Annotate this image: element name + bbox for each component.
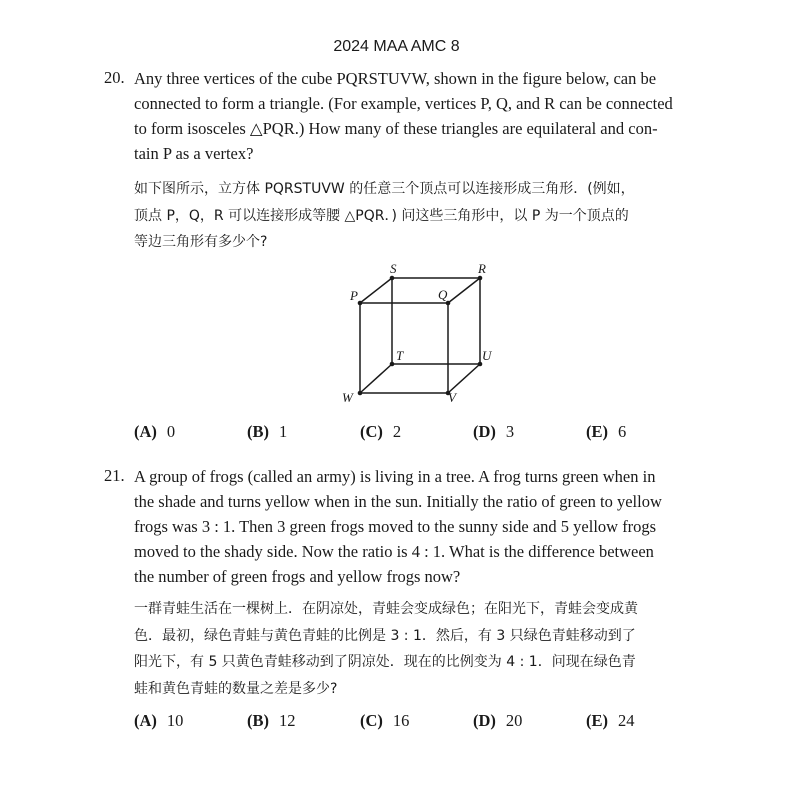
q21-zh-line-4: 蛙和黄色青蛙的数量之差是多少? [134, 680, 338, 697]
label-s: S [390, 261, 397, 276]
q21-en-line-3: frogs was 3 : 1. Then 3 green frogs moved to the sunny side and 5 yellow frogs [134, 517, 657, 536]
label-w: W [342, 390, 353, 405]
q20-choice-e: (E) 6 [586, 422, 627, 441]
q20-choice-b: (B) 1 [247, 422, 288, 441]
question-21-english [134, 464, 700, 589]
question-21-chinese [134, 596, 704, 702]
vertex-t-dot [390, 362, 395, 367]
label-u: U [482, 348, 492, 363]
q20-en-line-2: connected to form a triangle. (For example, vertices P, Q, and R can be connected [134, 94, 673, 113]
q21-en-line-5: the number of green frogs and yellow frogs now? [134, 567, 461, 586]
vertex-s-dot [390, 276, 395, 281]
question-20-chinese [134, 176, 704, 256]
vertex-w-dot [358, 391, 363, 396]
label-t: T [396, 348, 404, 363]
q20-en-line-1: Any three vertices of the cube PQRSTUVW, shown in the figure below, can be [134, 69, 657, 88]
label-p: P [350, 288, 358, 303]
cube-figure [330, 258, 510, 408]
label-v: V [448, 390, 456, 405]
q20-zh-line-1: 如下图所示，立方体 PQRSTUVW 的任意三个顶点可以连接形成三角形．(例如， [134, 181, 635, 197]
question-21-number: 21. [104, 466, 125, 485]
q21-zh-line-3: 阳光下，有 5 只黄色青蛙移动到了阴凉处．现在的比例变为 4 : 1．问现在绿色青 [134, 654, 636, 670]
q21-zh-line-1: 一群青蛙生活在一棵树上．在阴凉处，青蛙会变成绿色；在阳光下，青蛙会变成黄 [134, 601, 638, 617]
q21-choice-e: (E) 24 [586, 711, 635, 730]
cube-edge-ps [360, 278, 392, 303]
page-header: 2024 MAA AMC 8 [333, 38, 460, 55]
q21-en-line-2: the shade and turns yellow when in the sun. Initially the ratio of green to yellow [134, 492, 662, 511]
label-r: R [478, 261, 486, 276]
q20-zh-line-3: 等边三角形有多少个? [134, 234, 268, 250]
vertex-p-dot [358, 301, 363, 306]
q21-zh-line-2: 色．最初，绿色青蛙与黄色青蛙的比例是 3 : 1．然后，有 3 只绿色青蛙移动到了 [134, 627, 636, 644]
q21-choice-a: (A) 10 [134, 711, 184, 730]
q21-choice-b: (B) 12 [247, 711, 296, 730]
q20-en-line-3: to form isosceles △PQR.) How many of these triangles are equilateral and con- [134, 119, 658, 138]
label-q: Q [438, 287, 448, 302]
cube-edge-qr [448, 278, 480, 303]
q21-choice-c: (C) 16 [360, 711, 410, 730]
cube-edge-vu [448, 364, 480, 393]
question-20-number: 20. [104, 68, 125, 87]
q21-choice-d: (D) 20 [473, 711, 523, 730]
q20-choice-d: (D) 3 [473, 422, 515, 441]
q20-zh-line-2: 顶点 P，Q，R 可以连接形成等腰 △PQR．) 问这些三角形中，以 P 为一个顶点的 [134, 207, 629, 224]
vertex-r-dot [478, 276, 483, 281]
q20-en-line-4: tain P as a vertex? [134, 144, 254, 163]
cube-edge-wt [360, 364, 392, 393]
q21-en-line-4: moved to the shady side. Now the ratio is 4 : 1. What is the difference between [134, 542, 654, 561]
question-20-english [134, 66, 700, 166]
q20-choice-c: (C) 2 [360, 422, 402, 441]
q21-en-line-1: A group of frogs (called an army) is living in a tree. A frog turns green when in [134, 467, 656, 486]
q20-choice-a: (A) 0 [134, 422, 176, 441]
